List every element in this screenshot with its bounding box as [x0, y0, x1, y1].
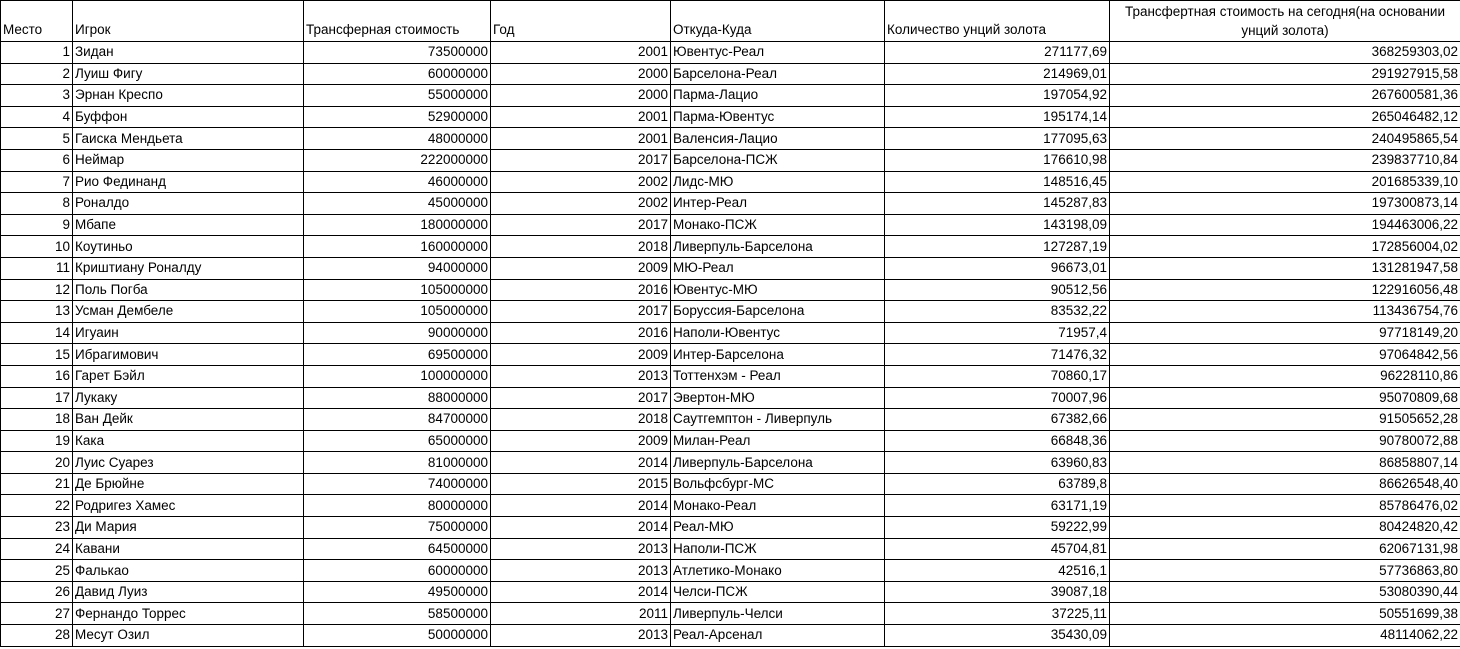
table-row [1, 85, 1460, 107]
cell-ounces[interactable]: 90512,56 [885, 279, 1110, 301]
cell-year[interactable]: 2014 [491, 452, 671, 474]
cell-fee[interactable]: 105000000 [304, 301, 491, 323]
table-row [1, 495, 1460, 517]
cell-today-value[interactable]: 90780072,88 [1110, 430, 1460, 452]
cell-route[interactable]: Ливерпуль-Челси [671, 603, 885, 625]
cell-year[interactable]: 2001 [491, 128, 671, 150]
cell-ounces[interactable]: 66848,36 [885, 430, 1110, 452]
header-route[interactable]: Откуда-Куда [671, 1, 885, 42]
cell-fee[interactable]: 45000000 [304, 193, 491, 215]
cell-route[interactable]: Саутгемптон - Ливерпуль [671, 409, 885, 431]
cell-today-value[interactable]: 267600581,36 [1110, 85, 1460, 107]
cell-year[interactable]: 2000 [491, 63, 671, 85]
cell-route[interactable]: Лидс-МЮ [671, 171, 885, 193]
cell-fee[interactable]: 94000000 [304, 257, 491, 279]
cell-today-value[interactable]: 91505652,28 [1110, 409, 1460, 431]
table-body [1, 42, 1460, 647]
cell-fee[interactable]: 84700000 [304, 409, 491, 431]
cell-player[interactable]: Де Брюйне [73, 473, 304, 495]
cell-player[interactable]: Ибрагимович [73, 344, 304, 366]
cell-ounces[interactable]: 63171,19 [885, 495, 1110, 517]
table-row [1, 409, 1460, 431]
cell-today-value[interactable]: 48114062,22 [1110, 625, 1460, 647]
cell-fee[interactable]: 222000000 [304, 149, 491, 171]
cell-today-value[interactable]: 131281947,58 [1110, 257, 1460, 279]
cell-ounces[interactable]: 67382,66 [885, 409, 1110, 431]
cell-ounces[interactable]: 83532,22 [885, 301, 1110, 323]
cell-year[interactable]: 2014 [491, 581, 671, 603]
cell-today-value[interactable]: 240495865,54 [1110, 128, 1460, 150]
cell-year[interactable]: 2018 [491, 236, 671, 258]
cell-player[interactable]: Буффон [73, 106, 304, 128]
header-place[interactable]: Место [1, 1, 73, 42]
table-row [1, 63, 1460, 85]
cell-ounces[interactable]: 143198,09 [885, 214, 1110, 236]
cell-ounces[interactable]: 39087,18 [885, 581, 1110, 603]
header-ounces[interactable]: Количество унций золота [885, 1, 1110, 42]
cell-ounces[interactable]: 63960,83 [885, 452, 1110, 474]
cell-player[interactable]: Криштиану Роналду [73, 257, 304, 279]
cell-place[interactable]: 18 [1, 409, 73, 431]
cell-place[interactable]: 21 [1, 473, 73, 495]
cell-fee[interactable]: 73500000 [304, 42, 491, 64]
cell-route[interactable]: Монако-ПСЖ [671, 214, 885, 236]
table-row [1, 257, 1460, 279]
cell-today-value[interactable]: 122916056,48 [1110, 279, 1460, 301]
cell-fee[interactable]: 69500000 [304, 344, 491, 366]
cell-route[interactable]: Барселона-Реал [671, 63, 885, 85]
cell-today-value[interactable]: 53080390,44 [1110, 581, 1460, 603]
cell-player[interactable]: Гаиска Мендьета [73, 128, 304, 150]
cell-player[interactable]: Неймар [73, 149, 304, 171]
cell-year[interactable]: 2013 [491, 365, 671, 387]
cell-ounces[interactable]: 271177,69 [885, 42, 1110, 64]
cell-place[interactable]: 13 [1, 301, 73, 323]
cell-route[interactable]: Боруссия-Барселона [671, 301, 885, 323]
table-row [1, 625, 1460, 647]
cell-player[interactable]: Давид Луиз [73, 581, 304, 603]
cell-year[interactable]: 2018 [491, 409, 671, 431]
cell-fee[interactable]: 55000000 [304, 85, 491, 107]
table-row [1, 538, 1460, 560]
cell-player[interactable]: Луиш Фигу [73, 63, 304, 85]
cell-ounces[interactable]: 71476,32 [885, 344, 1110, 366]
cell-player[interactable]: Рио Фединанд [73, 171, 304, 193]
cell-ounces[interactable]: 148516,45 [885, 171, 1110, 193]
cell-today-value[interactable]: 265046482,12 [1110, 106, 1460, 128]
table-row [1, 128, 1460, 150]
table-row [1, 452, 1460, 474]
cell-ounces[interactable]: 71957,4 [885, 322, 1110, 344]
cell-place[interactable]: 22 [1, 495, 73, 517]
cell-route[interactable]: Парма-Ювентус [671, 106, 885, 128]
cell-place[interactable]: 8 [1, 193, 73, 215]
cell-place[interactable]: 9 [1, 214, 73, 236]
cell-year[interactable]: 2014 [491, 495, 671, 517]
cell-route[interactable]: Ливерпуль-Барселона [671, 452, 885, 474]
cell-player[interactable]: Гарет Бэйл [73, 365, 304, 387]
cell-player[interactable]: Ди Мария [73, 517, 304, 539]
cell-fee[interactable]: 49500000 [304, 581, 491, 603]
cell-ounces[interactable]: 197054,92 [885, 85, 1110, 107]
cell-player[interactable]: Родригез Хамес [73, 495, 304, 517]
table-row [1, 560, 1460, 582]
cell-year[interactable]: 2013 [491, 560, 671, 582]
cell-route[interactable]: Вольфсбург-МС [671, 473, 885, 495]
table-row [1, 365, 1460, 387]
cell-place[interactable]: 25 [1, 560, 73, 582]
cell-place[interactable]: 27 [1, 603, 73, 625]
table-row [1, 581, 1460, 603]
cell-place[interactable]: 24 [1, 538, 73, 560]
cell-place[interactable]: 6 [1, 149, 73, 171]
cell-today-value[interactable]: 197300873,14 [1110, 193, 1460, 215]
cell-today-value[interactable]: 80424820,42 [1110, 517, 1460, 539]
cell-today-value[interactable]: 57736863,80 [1110, 560, 1460, 582]
cell-year[interactable]: 2011 [491, 603, 671, 625]
table-row [1, 387, 1460, 409]
cell-route[interactable]: Эвертон-МЮ [671, 387, 885, 409]
cell-year[interactable]: 2001 [491, 106, 671, 128]
cell-fee[interactable]: 52900000 [304, 106, 491, 128]
header-today-value[interactable]: Трансфертная стоимость на сегодня(на основании унций золота) [1110, 1, 1460, 42]
cell-player[interactable]: Мбапе [73, 214, 304, 236]
cell-place[interactable]: 10 [1, 236, 73, 258]
cell-place[interactable]: 2 [1, 63, 73, 85]
cell-today-value[interactable]: 201685339,10 [1110, 171, 1460, 193]
cell-player[interactable]: Коутиньо [73, 236, 304, 258]
cell-today-value[interactable]: 368259303,02 [1110, 42, 1460, 64]
cell-route[interactable]: Парма-Лацио [671, 85, 885, 107]
cell-route[interactable]: Интер-Барселона [671, 344, 885, 366]
cell-year[interactable]: 2017 [491, 149, 671, 171]
cell-today-value[interactable]: 291927915,58 [1110, 63, 1460, 85]
cell-player[interactable]: Поль Погба [73, 279, 304, 301]
cell-route[interactable]: Валенсия-Лацио [671, 128, 885, 150]
cell-year[interactable]: 2014 [491, 517, 671, 539]
cell-place[interactable]: 5 [1, 128, 73, 150]
table-row [1, 279, 1460, 301]
cell-player[interactable]: Фалькао [73, 560, 304, 582]
header-row [1, 1, 1460, 42]
cell-route[interactable]: Барселона-ПСЖ [671, 149, 885, 171]
cell-fee[interactable]: 80000000 [304, 495, 491, 517]
cell-place[interactable]: 20 [1, 452, 73, 474]
cell-fee[interactable]: 74000000 [304, 473, 491, 495]
table-row [1, 106, 1460, 128]
cell-ounces[interactable]: 145287,83 [885, 193, 1110, 215]
cell-ounces[interactable]: 195174,14 [885, 106, 1110, 128]
cell-year[interactable]: 2017 [491, 214, 671, 236]
header-fee[interactable]: Трансферная стоимость [304, 1, 491, 42]
cell-fee[interactable]: 105000000 [304, 279, 491, 301]
cell-year[interactable]: 2000 [491, 85, 671, 107]
cell-place[interactable]: 3 [1, 85, 73, 107]
cell-player[interactable]: Зидан [73, 42, 304, 64]
cell-fee[interactable]: 65000000 [304, 430, 491, 452]
cell-ounces[interactable]: 70007,96 [885, 387, 1110, 409]
cell-today-value[interactable]: 86626548,40 [1110, 473, 1460, 495]
cell-route[interactable]: МЮ-Реал [671, 257, 885, 279]
cell-player[interactable]: Игуаин [73, 322, 304, 344]
cell-place[interactable]: 4 [1, 106, 73, 128]
cell-ounces[interactable]: 214969,01 [885, 63, 1110, 85]
cell-ounces[interactable]: 70860,17 [885, 365, 1110, 387]
cell-ounces[interactable]: 45704,81 [885, 538, 1110, 560]
cell-ounces[interactable]: 177095,63 [885, 128, 1110, 150]
table-row [1, 603, 1460, 625]
cell-today-value[interactable]: 97718149,20 [1110, 322, 1460, 344]
cell-fee[interactable]: 180000000 [304, 214, 491, 236]
cell-place[interactable]: 15 [1, 344, 73, 366]
cell-year[interactable]: 2002 [491, 171, 671, 193]
cell-year[interactable]: 2013 [491, 538, 671, 560]
cell-ounces[interactable]: 35430,09 [885, 625, 1110, 647]
cell-route[interactable]: Монако-Реал [671, 495, 885, 517]
cell-fee[interactable]: 100000000 [304, 365, 491, 387]
cell-today-value[interactable]: 172856004,02 [1110, 236, 1460, 258]
header-year[interactable]: Год [491, 1, 671, 42]
table-row [1, 344, 1460, 366]
cell-fee[interactable]: 81000000 [304, 452, 491, 474]
cell-ounces[interactable]: 63789,8 [885, 473, 1110, 495]
cell-player[interactable]: Луис Суарез [73, 452, 304, 474]
cell-place[interactable]: 28 [1, 625, 73, 647]
table-row [1, 473, 1460, 495]
cell-fee[interactable]: 160000000 [304, 236, 491, 258]
cell-fee[interactable]: 50000000 [304, 625, 491, 647]
table-row [1, 149, 1460, 171]
cell-player[interactable]: Усман Дембеле [73, 301, 304, 323]
cell-player[interactable]: Лукаку [73, 387, 304, 409]
table-row [1, 236, 1460, 258]
cell-year[interactable]: 2017 [491, 387, 671, 409]
cell-fee[interactable]: 60000000 [304, 63, 491, 85]
cell-route[interactable]: Атлетико-Монако [671, 560, 885, 582]
cell-fee[interactable]: 75000000 [304, 517, 491, 539]
cell-today-value[interactable]: 194463006,22 [1110, 214, 1460, 236]
table-row [1, 301, 1460, 323]
cell-route[interactable]: Ливерпуль-Барселона [671, 236, 885, 258]
cell-today-value[interactable]: 50551699,38 [1110, 603, 1460, 625]
cell-place[interactable]: 19 [1, 430, 73, 452]
cell-year[interactable]: 2009 [491, 257, 671, 279]
cell-place[interactable]: 12 [1, 279, 73, 301]
cell-route[interactable]: Наполи-ПСЖ [671, 538, 885, 560]
cell-today-value[interactable]: 62067131,98 [1110, 538, 1460, 560]
cell-year[interactable]: 2015 [491, 473, 671, 495]
table-row [1, 171, 1460, 193]
cell-fee[interactable]: 64500000 [304, 538, 491, 560]
cell-route[interactable]: Реал-МЮ [671, 517, 885, 539]
cell-player[interactable]: Роналдо [73, 193, 304, 215]
cell-year[interactable]: 2001 [491, 42, 671, 64]
cell-place[interactable]: 17 [1, 387, 73, 409]
cell-route[interactable]: Наполи-Ювентус [671, 322, 885, 344]
cell-today-value[interactable]: 113436754,76 [1110, 301, 1460, 323]
cell-ounces[interactable]: 59222,99 [885, 517, 1110, 539]
cell-year[interactable]: 2002 [491, 193, 671, 215]
cell-year[interactable]: 2016 [491, 279, 671, 301]
cell-place[interactable]: 7 [1, 171, 73, 193]
cell-ounces[interactable]: 96673,01 [885, 257, 1110, 279]
cell-ounces[interactable]: 176610,98 [885, 149, 1110, 171]
cell-route[interactable]: Челси-ПСЖ [671, 581, 885, 603]
cell-player[interactable]: Месут Озил [73, 625, 304, 647]
table-row [1, 322, 1460, 344]
cell-fee[interactable]: 46000000 [304, 171, 491, 193]
header-player[interactable]: Игрок [73, 1, 304, 42]
cell-route[interactable]: Реал-Арсенал [671, 625, 885, 647]
cell-player[interactable]: Кавани [73, 538, 304, 560]
cell-today-value[interactable]: 85786476,02 [1110, 495, 1460, 517]
table-row [1, 214, 1460, 236]
cell-fee[interactable]: 58500000 [304, 603, 491, 625]
cell-place[interactable]: 1 [1, 42, 73, 64]
cell-player[interactable]: Эрнан Креспо [73, 85, 304, 107]
cell-fee[interactable]: 48000000 [304, 128, 491, 150]
cell-route[interactable]: Ювентус-МЮ [671, 279, 885, 301]
cell-player[interactable]: Ван Дейк [73, 409, 304, 431]
cell-player[interactable]: Кака [73, 430, 304, 452]
cell-route[interactable]: Интер-Реал [671, 193, 885, 215]
table-row [1, 42, 1460, 64]
cell-place[interactable]: 16 [1, 365, 73, 387]
cell-today-value[interactable]: 86858807,14 [1110, 452, 1460, 474]
cell-today-value[interactable]: 239837710,84 [1110, 149, 1460, 171]
table-row [1, 517, 1460, 539]
cell-year[interactable]: 2017 [491, 301, 671, 323]
cell-fee[interactable]: 88000000 [304, 387, 491, 409]
cell-ounces[interactable]: 127287,19 [885, 236, 1110, 258]
cell-year[interactable]: 2009 [491, 344, 671, 366]
cell-place[interactable]: 23 [1, 517, 73, 539]
cell-route[interactable]: Ювентус-Реал [671, 42, 885, 64]
cell-today-value[interactable]: 96228110,86 [1110, 365, 1460, 387]
table-row [1, 430, 1460, 452]
cell-ounces[interactable]: 37225,11 [885, 603, 1110, 625]
cell-year[interactable]: 2016 [491, 322, 671, 344]
cell-year[interactable]: 2013 [491, 625, 671, 647]
cell-ounces[interactable]: 42516,1 [885, 560, 1110, 582]
cell-place[interactable]: 11 [1, 257, 73, 279]
cell-fee[interactable]: 60000000 [304, 560, 491, 582]
table-row [1, 193, 1460, 215]
cell-player[interactable]: Фернандо Торрес [73, 603, 304, 625]
cell-route[interactable]: Милан-Реал [671, 430, 885, 452]
cell-fee[interactable]: 90000000 [304, 322, 491, 344]
cell-place[interactable]: 14 [1, 322, 73, 344]
cell-place[interactable]: 26 [1, 581, 73, 603]
cell-today-value[interactable]: 95070809,68 [1110, 387, 1460, 409]
cell-route[interactable]: Тоттенхэм - Реал [671, 365, 885, 387]
cell-year[interactable]: 2009 [491, 430, 671, 452]
cell-today-value[interactable]: 97064842,56 [1110, 344, 1460, 366]
